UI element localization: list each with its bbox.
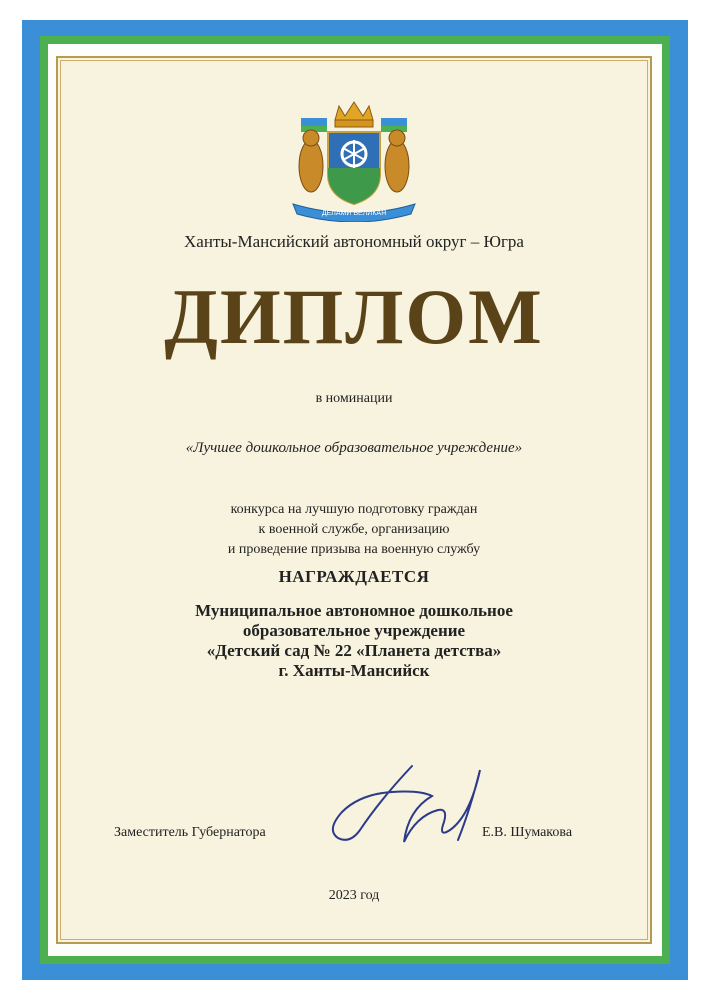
organization-line: образовательное учреждение (242, 621, 466, 640)
signer-name: Е.В. Шумакова (482, 825, 573, 840)
organization-line: Муниципальное автономное дошкольное (195, 601, 513, 620)
coat-of-arms-emblem (283, 96, 425, 222)
bear-right-icon (385, 140, 409, 192)
nomination-category: «Лучшее дошкольное образовательное учреждение» (185, 440, 523, 456)
diploma-title: ДИПЛОМ (164, 273, 544, 360)
bear-left-icon (299, 140, 323, 192)
contest-line: и проведение призыва на военную службу (227, 542, 481, 557)
motto-text: ДЕЛАМИ ВЕЛИКАЯ (321, 210, 387, 217)
awarded-heading: НАГРАЖДАЕТСЯ (278, 567, 430, 586)
issue-year: 2023 год (328, 888, 380, 903)
contest-line: конкурса на лучшую подготовку граждан (230, 502, 478, 517)
organization-line: г. Ханты-Мансийск (278, 661, 430, 680)
signer-position: Заместитель Губернатора (114, 825, 266, 840)
organization-name (56, 601, 652, 681)
organization-line: «Детский сад № 22 «Планета детства» (206, 641, 502, 660)
crown-icon (335, 102, 373, 120)
contest-description (56, 500, 652, 560)
contest-line: к военной службе, организацию (258, 522, 450, 537)
region-name: Ханты-Мансийский автономный округ – Югра (184, 232, 524, 251)
handwritten-signature (320, 760, 500, 850)
nomination-intro: в номинации (315, 391, 393, 406)
